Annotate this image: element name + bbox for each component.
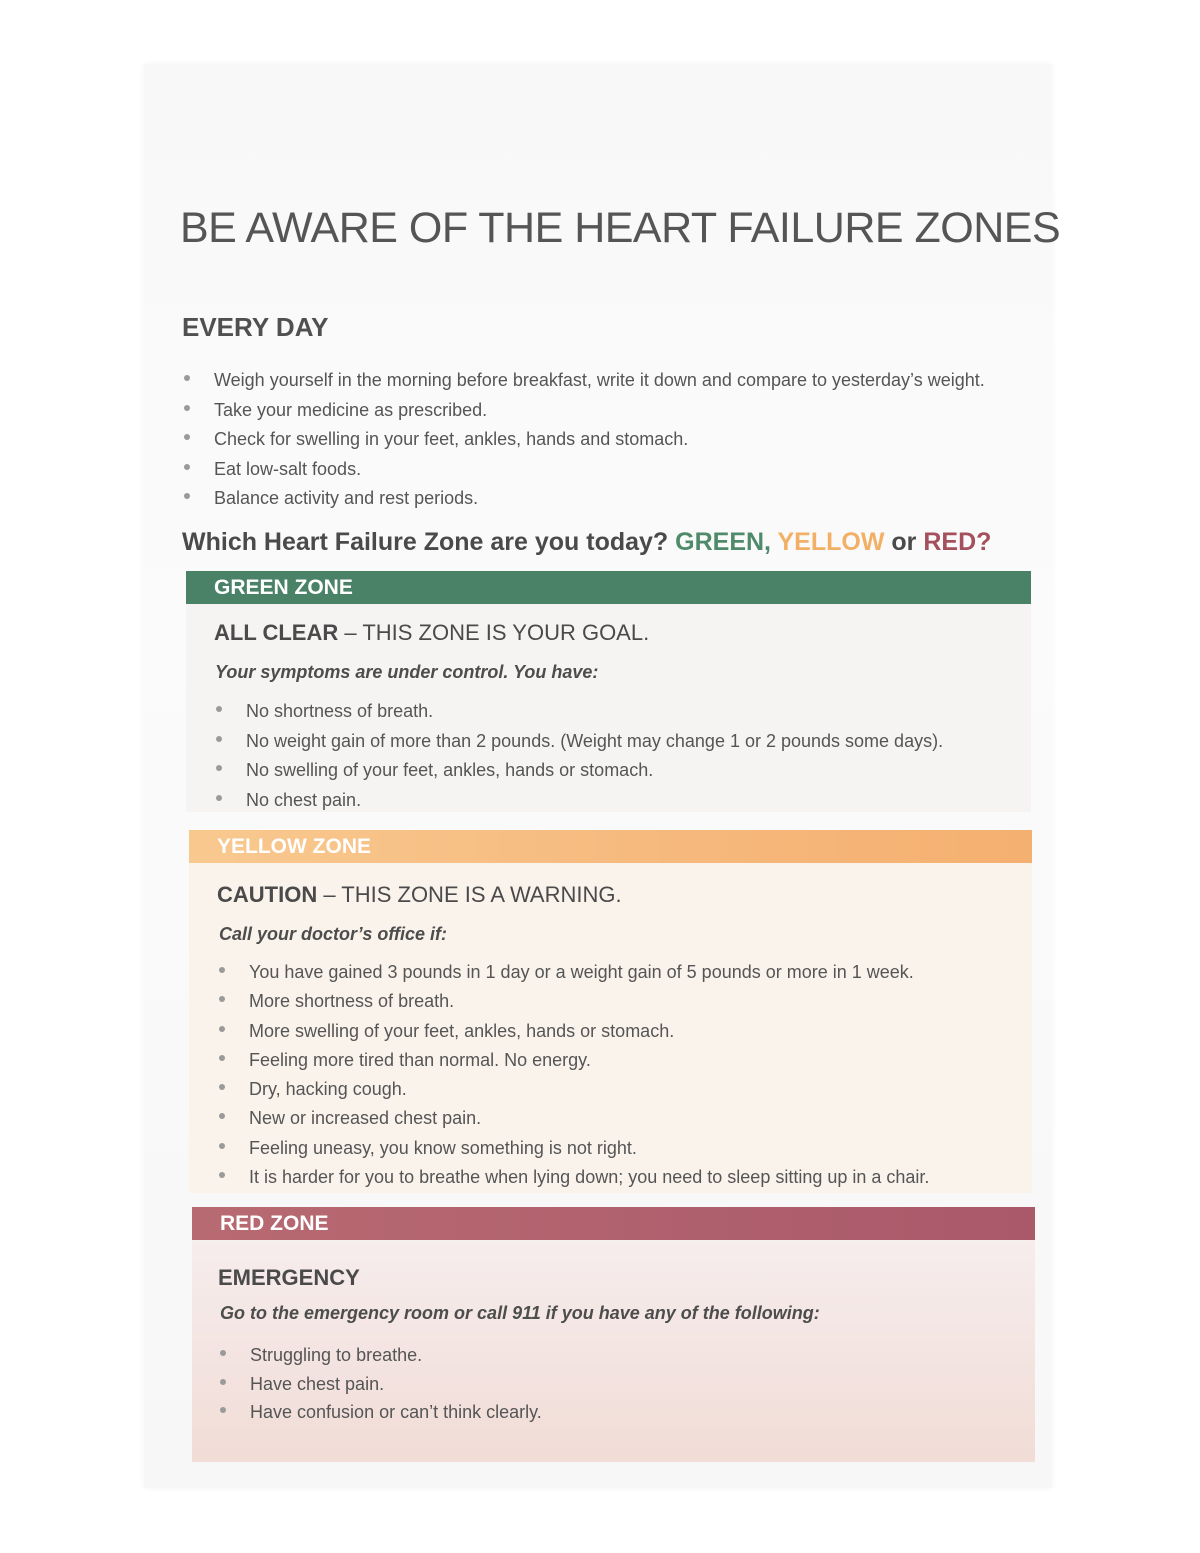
yellow-zone-list <box>217 958 929 1192</box>
question-or: or <box>884 528 924 556</box>
question-red: RED? <box>923 528 992 556</box>
every-day-list <box>182 366 985 514</box>
yellow-zone-status-label: CAUTION <box>217 882 318 907</box>
zone-question <box>182 528 991 557</box>
every-day-heading: EVERY DAY <box>182 312 329 342</box>
list-item: More swelling of your feet, ankles, hands or stomach. <box>217 1017 929 1046</box>
list-item: Feeling uneasy, you know something is not right. <box>217 1134 929 1163</box>
list-item: No shortness of breath. <box>214 697 943 727</box>
yellow-zone-header: YELLOW ZONE <box>189 830 1032 863</box>
yellow-zone-intro: Call your doctor’s office if: <box>219 924 448 944</box>
green-zone-list <box>214 697 943 815</box>
red-zone-list <box>218 1341 542 1427</box>
green-zone-status-text: – THIS ZONE IS YOUR GOAL. <box>338 620 650 645</box>
page-title: BE AWARE OF THE HEART FAILURE ZONES <box>180 204 1061 252</box>
list-item: You have gained 3 pounds in 1 day or a weight gain of 5 pounds or more in 1 week. <box>217 958 929 987</box>
yellow-zone-status-text: – THIS ZONE IS A WARNING. <box>317 882 622 907</box>
list-item: Eat low-salt foods. <box>182 455 985 485</box>
list-item: Weigh yourself in the morning before breakfast, write it down and compare to yesterday’s weight. <box>182 366 985 396</box>
list-item: More shortness of breath. <box>217 987 929 1016</box>
question-yellow: YELLOW <box>777 528 885 556</box>
list-item: Feeling more tired than normal. No energy. <box>217 1046 929 1075</box>
green-zone-status-label: ALL CLEAR <box>214 620 339 645</box>
list-item: Check for swelling in your feet, ankles, hands and stomach. <box>182 425 985 455</box>
green-zone-status <box>214 620 649 646</box>
question-green: GREEN, <box>675 528 771 556</box>
red-zone-header: RED ZONE <box>192 1207 1035 1240</box>
list-item: Take your medicine as prescribed. <box>182 396 985 426</box>
red-zone-status: EMERGENCY <box>218 1265 360 1290</box>
list-item: No swelling of your feet, ankles, hands or stomach. <box>214 756 943 786</box>
list-item: It is harder for you to breathe when lying down; you need to sleep sitting up in a chair. <box>217 1163 929 1192</box>
list-item: No weight gain of more than 2 pounds. (Weight may change 1 or 2 pounds some days). <box>214 727 943 757</box>
list-item: Have chest pain. <box>218 1370 542 1399</box>
yellow-zone-status <box>217 882 622 908</box>
green-zone-intro: Your symptoms are under control. You have: <box>215 662 599 682</box>
list-item: Have confusion or can’t think clearly. <box>218 1398 542 1427</box>
question-prefix: Which Heart Failure Zone are you today? <box>182 528 676 556</box>
list-item: Dry, hacking cough. <box>217 1075 929 1104</box>
list-item: Struggling to breathe. <box>218 1341 542 1370</box>
list-item: New or increased chest pain. <box>217 1104 929 1133</box>
list-item: No chest pain. <box>214 786 943 816</box>
list-item: Balance activity and rest periods. <box>182 484 985 514</box>
green-zone-header: GREEN ZONE <box>186 571 1031 604</box>
red-zone-intro: Go to the emergency room or call 911 if you have any of the following: <box>220 1303 820 1323</box>
